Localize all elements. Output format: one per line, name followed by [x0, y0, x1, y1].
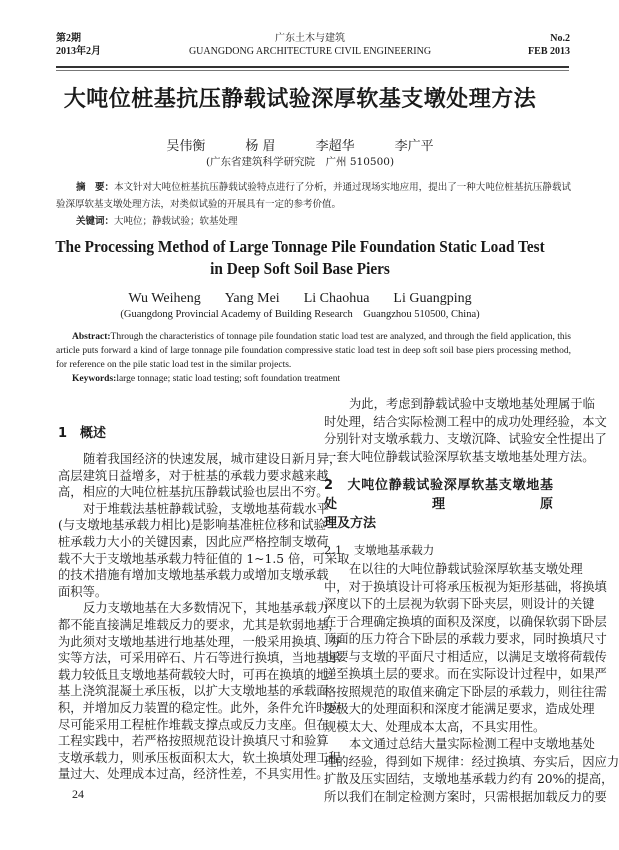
- text-line: 尽可能采用工程桩作堆载支撑点或反力支座。但在: [58, 717, 329, 732]
- paragraph: [58, 600, 341, 783]
- text-line: 载力较低且支墩地基荷载较大时，可再在换填的地: [58, 667, 329, 682]
- issue-number: 第2期: [56, 33, 81, 44]
- left-column-content: [58, 424, 350, 783]
- authors-en: [0, 290, 600, 308]
- author: Li Guangping: [393, 291, 472, 306]
- text-line: 顶面的压力符合下卧层的承载力要求，同时换填尺寸: [324, 632, 607, 646]
- heading-line: 2 大吨位静载试验深厚软基支墩地基处理原: [324, 478, 553, 512]
- abstract-label-en: Abstract:: [72, 332, 111, 342]
- author: 杨 眉: [245, 139, 276, 154]
- header-rule: [56, 66, 569, 68]
- text-line: 高，相应的大吨位桩基抗压静载试验也层出不穷。: [58, 485, 329, 500]
- text-line: 随着我国经济的快速发展，城市建设日新月异，: [83, 452, 342, 466]
- author: 吴伟衡: [166, 139, 206, 154]
- text-line: 桩承载力大小的关键因素，因此应严格控制支墩荷: [58, 534, 329, 549]
- author: 李超华: [315, 139, 355, 154]
- issue-number-en: No.2: [550, 33, 570, 44]
- issue-date: 2013年2月: [56, 46, 101, 57]
- text-line: 要极大的处理面积和深度才能满足要求，造成处理: [324, 702, 595, 716]
- heading-line: 2.1 支墩地基承载力: [324, 543, 435, 557]
- keywords-text: 大吨位；静载试验；软基处理: [114, 216, 238, 227]
- author: Wu Weiheng: [128, 291, 201, 306]
- issue-info-en: [528, 32, 570, 58]
- title-en-line: in Deep Soft Soil Base Piers: [210, 259, 390, 278]
- affiliation-cn: (广东省建筑科学研究院 广州 510500): [205, 156, 395, 168]
- text-line: 基上浇筑混凝土承压板，以扩大支墩地基的承载面: [58, 684, 329, 699]
- text-line: 扩散及压实固结，支墩地基承载力约有 20%的提高，: [324, 772, 614, 786]
- abstract-cn: [56, 179, 571, 230]
- text-line: 也要与支墩的平面尺寸相适应，以满足支墩将荷载传: [324, 649, 607, 664]
- author: Yang Mei: [224, 291, 280, 306]
- text-line: 积，并增加反力装置的稳定性。此外，条件允许时应: [58, 700, 341, 715]
- journal-name-cn: 广东土木与建筑: [275, 33, 345, 44]
- text-line: 格按照规范的取值来确定下卧层的承载力，则往往需: [324, 684, 607, 699]
- title-en-line: The Processing Method of Large Tonnage Pile Foundation Static Load Test: [55, 237, 545, 256]
- keywords-label-en: Keywords:: [72, 374, 117, 384]
- subsection-heading: [324, 541, 553, 559]
- text-line: 对于堆载法基桩静载试验，支墩地基荷载水平: [83, 501, 329, 516]
- affiliation-en: (Guangdong Provincial Academy of Building Research Guangzhou 510500, China): [120, 309, 480, 320]
- journal-name-en: GUANGDONG ARCHITECTURE CIVIL ENGINEERING: [188, 46, 432, 57]
- paragraph: [324, 396, 607, 466]
- text-line: 反力支墩地基在大多数情况下，其地基承载力: [83, 601, 329, 616]
- text-line: 的技术措施有增加支墩地基承载力或增加支墩承载: [58, 568, 329, 583]
- text-line: 时处理，结合实际检测工程中的成功处理经验，本文: [324, 414, 607, 429]
- text-line: 在以往的大吨位静载试验深厚软基支墩处理: [349, 562, 583, 576]
- text-line: 量过大、处理成本过高，经济性差，不具实用性。: [58, 767, 329, 782]
- issue-info-cn: [56, 32, 101, 58]
- paragraph: [324, 736, 619, 806]
- header-rule-thin: [56, 70, 569, 71]
- text-line: (与支墩地基承载力相比)是影响基准桩位移和试验: [58, 518, 326, 533]
- abstract-text: 本文针对大吨位桩基抗压静载试验特点进行了分析，并通过现场实地应用，提出了一种大吨位桩基抗压静载试验深厚软基支墩处理方法，对类似试验的开展具有一定的参考价值。: [56, 182, 571, 210]
- paragraph: [324, 561, 607, 736]
- text-line: 高层建筑日益增多，对于桩基的承载力要求越来越: [58, 468, 329, 483]
- text-line: 都不能直接满足堆载反力的要求，尤其是软弱地基，: [58, 617, 341, 632]
- author: 李广平: [394, 139, 434, 154]
- text-line: 本文通过总结大量实际检测工程中支墩地基处: [349, 737, 595, 751]
- section-heading: [58, 424, 292, 443]
- issue-date-en: FEB 2013: [528, 46, 570, 57]
- text-line: 所以我们在制定检测方案时，只需根据加载反力的要: [324, 789, 607, 804]
- heading-line: 1 概述: [58, 426, 107, 441]
- text-line: 理的经验，得到如下规律：经过换填、夯实后，因应力: [324, 754, 619, 769]
- text-line: 深度以下的土层视为软弱下卧夹层，则设计的关键: [324, 597, 595, 611]
- text-line: 工程实践中，若严格按照规范设计换填尺寸和验算: [58, 734, 329, 749]
- text-line: 一套大吨位静载试验深厚软基支墩地基处理方法。: [324, 449, 595, 464]
- text-line: 分别针对支墩承载力、支墩沉降、试验安全性提出了: [324, 432, 607, 446]
- article-body: [0, 86, 619, 806]
- paragraph: [58, 501, 350, 601]
- page-number: 24: [72, 786, 84, 801]
- body-column-right: [324, 396, 619, 806]
- paper-title-cn: 大吨位桩基抗压静载试验深厚软基支墩处理方法: [63, 87, 537, 112]
- text-line: 支墩承载力，则承压板面积太大，软土换填处理工程: [58, 750, 341, 765]
- text-line: 递至换填土层的要求。而在实际设计过程中，如果严: [324, 667, 607, 681]
- paper-title-en: [30, 236, 570, 280]
- author: Li Chaohua: [303, 291, 370, 306]
- heading-line: 理及方法: [324, 516, 377, 531]
- text-line: 为此须对支墩地基进行地基处理，一般采用换填、夯: [58, 634, 341, 649]
- text-line: 规模太大、处理成本太高，不具实用性。: [324, 719, 546, 734]
- text-line: 在于合理确定换填的面积及深度，以确保软弱下卧层: [324, 614, 607, 629]
- journal-name: [150, 32, 470, 58]
- authors-cn: [0, 138, 600, 155]
- keywords-text-en: large tonnage; static load testing; soft foundation treatment: [116, 374, 341, 384]
- body-columns: [0, 396, 619, 806]
- abstract-en: [56, 330, 571, 386]
- text-line: 载不大于支墩地基承载力特征值的 1~1.5 倍，可采取: [58, 551, 350, 566]
- abstract-text-en: Through the characteristics of tonnage pile foundation static load test are analyzed, and through the field application, this article puts forward a kind of large tonnage pile foundation compressive static load test in deep soft soil base piers processing method, for reference on the pile static load test in the similar projects.: [56, 332, 571, 370]
- paragraph: [58, 451, 342, 501]
- section-heading: [324, 476, 553, 533]
- body-column-left: [58, 396, 350, 806]
- text-line: 面积等。: [58, 584, 108, 599]
- text-line: 实等方法，可采用碎石、片石等进行换填，当地基承: [58, 651, 341, 666]
- text-line: 中，对于换填设计可将承压板视为矩形基础，将换填: [324, 579, 607, 594]
- abstract-label: 摘 要：: [76, 182, 115, 193]
- keywords-label: 关键词：: [76, 216, 115, 227]
- text-line: 为此，考虑到静载试验中支墩地基处理属于临: [349, 397, 595, 411]
